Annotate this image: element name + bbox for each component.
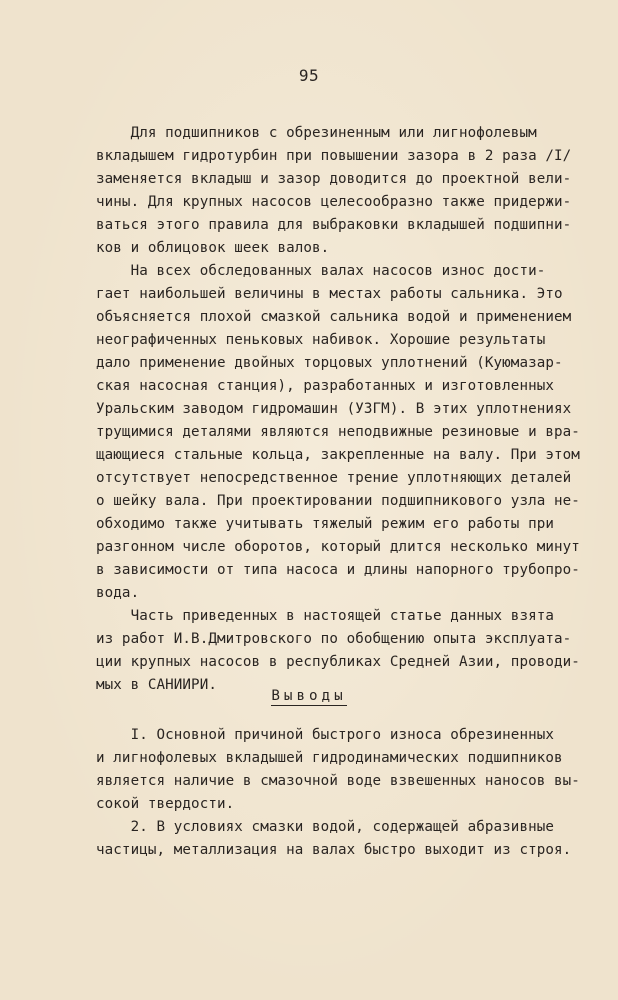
text-line: отсутствует непосредственное трение уплотняющих деталей [96, 470, 572, 486]
section-heading [0, 688, 618, 704]
text-line: объясняется плохой смазкой сальника водой и применением [96, 309, 572, 325]
text-line: вода. [96, 585, 140, 601]
text-line: вкладышем гидротурбин при повышении зазора в 2 раза /I/ [96, 148, 572, 164]
text-line: ская насосная станция), разработанных и изготовленных [96, 378, 555, 394]
text-line: заменяется вкладыш и зазор доводится до проектной вели- [96, 171, 572, 187]
text-line: На всех обследованных валах насосов износ дости- [96, 263, 546, 279]
conclusion-line: 2. В условиях смазки водой, содержащей абразивные [96, 819, 555, 835]
text-line: Часть приведенных в настоящей статье данных взята [96, 608, 555, 624]
text-line: дало применение двойных торцовых уплотнений (Куюмазар- [96, 355, 563, 371]
text-line: гает наибольшей величины в местах работы сальника. Это [96, 286, 563, 302]
text-line: из работ И.В.Дмитровского по обобщению опыта эксплуата- [96, 631, 572, 647]
conclusion-line: является наличие в смазочной воде взвешенных наносов вы- [96, 773, 580, 789]
text-line: трущимися деталями являются неподвижные резиновые и вра- [96, 424, 580, 440]
text-line: о шейку вала. При проектировании подшипникового узла не- [96, 493, 580, 509]
text-line: чины. Для крупных насосов целесообразно также придержи- [96, 194, 572, 210]
text-line: ваться этого правила для выбраковки вкладышей подшипни- [96, 217, 572, 233]
text-line: ции крупных насосов в республиках Средней Азии, проводи- [96, 654, 580, 670]
conclusion-line: и лигнофолевых вкладышей гидродинамических подшипников [96, 750, 563, 766]
text-line: ков и облицовок шеек валов. [96, 240, 330, 256]
text-line: Для подшипников с обрезиненным или лигнофолевым [96, 125, 537, 141]
text-line: Уральским заводом гидромашин (УЗГМ). В этих уплотнениях [96, 401, 572, 417]
text-line: обходимо также учитывать тяжелый режим его работы при [96, 516, 555, 532]
conclusion-line: сокой твердости. [96, 796, 235, 812]
conclusion-line: частицы, металлизация на валах быстро выходит из строя. [96, 842, 572, 858]
text-line: неографиченных пеньковых набивок. Хорошие результаты [96, 332, 546, 348]
text-line: разгонном числе оборотов, который длится несколько минут [96, 539, 580, 555]
text-line: в зависимости от типа насоса и длины напорного трубопро- [96, 562, 580, 578]
text-line: щающиеся стальные кольца, закрепленные на валу. При этом [96, 447, 580, 463]
conclusion-line: I. Основной причиной быстрого износа обрезиненных [96, 727, 555, 743]
page-number: 95 [298, 66, 320, 85]
text-line: мых в САНИИРИ. [96, 677, 217, 693]
section-heading-text: Выводы [271, 688, 347, 704]
